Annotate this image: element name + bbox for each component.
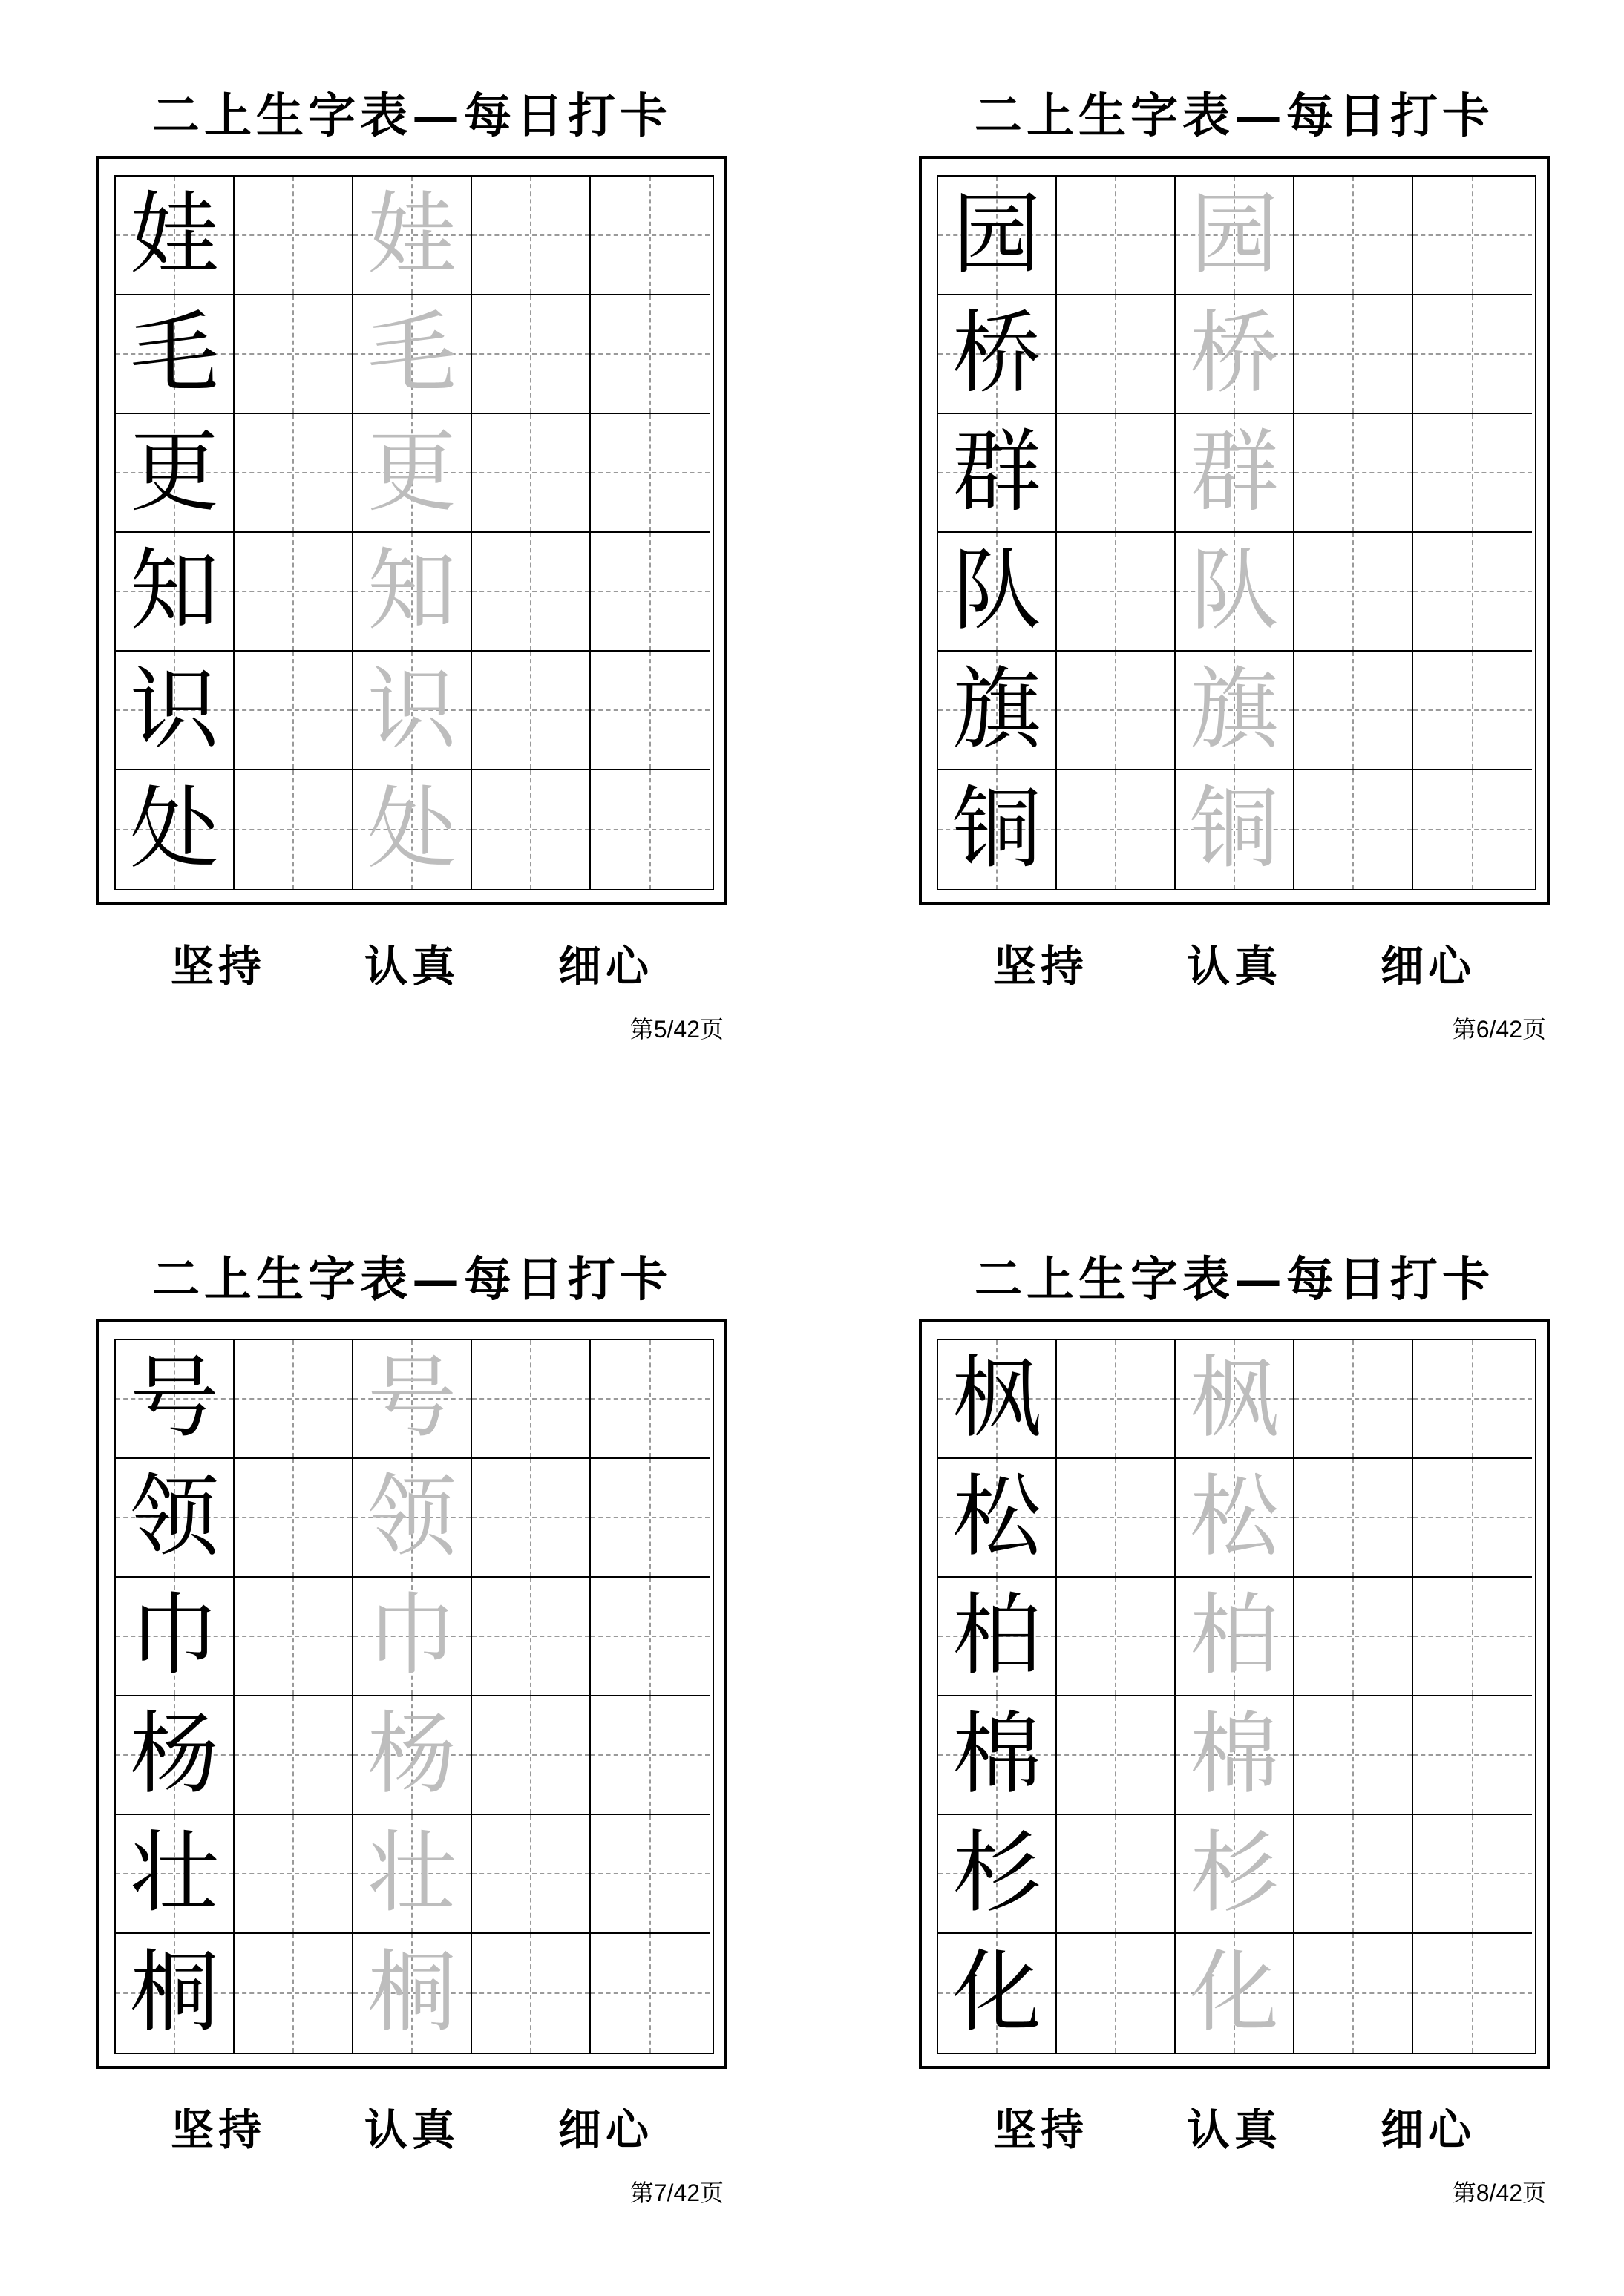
model-character: 旗 [952, 658, 1041, 761]
trace-character-cell [1176, 1696, 1294, 1815]
motto-row [993, 2095, 1476, 2157]
practice-cell [235, 770, 353, 889]
practice-cell [1294, 1934, 1413, 2053]
model-character-cell [116, 1578, 235, 1696]
trace-character-cell [353, 1696, 472, 1815]
sheet-title: 二上生字表—每日打卡 [975, 88, 1494, 144]
trace-character: 旗 [1190, 658, 1279, 761]
practice-cell [1413, 652, 1532, 770]
model-character: 处 [130, 778, 219, 881]
practice-cell [591, 1815, 710, 1934]
motto-word: 坚持 [993, 2105, 1089, 2155]
trace-character-cell [353, 1340, 472, 1459]
model-character-cell [938, 652, 1057, 770]
practice-cell [1413, 533, 1532, 652]
practice-cell [235, 1934, 353, 2053]
practice-cell [591, 414, 710, 533]
practice-cell [472, 177, 591, 295]
motto-row [993, 931, 1476, 994]
practice-sheet [919, 1164, 1550, 2206]
model-character-cell [116, 652, 235, 770]
practice-cell [1294, 1340, 1413, 1459]
trace-character: 铜 [1190, 778, 1279, 881]
tianzige-grid [937, 175, 1536, 890]
model-character: 号 [130, 1347, 219, 1450]
trace-character-cell [353, 1934, 472, 2053]
practice-cell [472, 1578, 591, 1696]
model-character-cell [938, 1696, 1057, 1815]
practice-cell [235, 1815, 353, 1934]
practice-cell [591, 177, 710, 295]
practice-cell [591, 652, 710, 770]
practice-cell [1057, 1340, 1176, 1459]
practice-cell [472, 295, 591, 414]
practice-cell [591, 1340, 710, 1459]
practice-sheet [919, 0, 1550, 1043]
model-character: 杨 [130, 1703, 219, 1806]
model-character: 领 [130, 1466, 219, 1569]
trace-character: 壮 [367, 1822, 456, 1925]
practice-cell [1413, 1934, 1532, 2053]
model-character: 铜 [952, 778, 1041, 881]
model-character-cell [116, 414, 235, 533]
trace-character: 桥 [1190, 302, 1279, 405]
trace-character: 桐 [367, 1941, 456, 2044]
model-character-cell [938, 770, 1057, 889]
trace-character-cell [353, 414, 472, 533]
trace-character-cell [353, 1578, 472, 1696]
sheet-title: 二上生字表—每日打卡 [975, 1252, 1494, 1308]
model-character-cell [116, 177, 235, 295]
motto-word: 坚持 [993, 941, 1089, 991]
motto-word: 坚持 [171, 2105, 266, 2155]
trace-character: 园 [1190, 183, 1279, 286]
practice-cell [1057, 533, 1176, 652]
model-character-cell [938, 1578, 1057, 1696]
model-character-cell [116, 1934, 235, 2053]
motto-word: 坚持 [171, 941, 266, 991]
model-character: 毛 [130, 302, 219, 405]
trace-character-cell [1176, 1934, 1294, 2053]
practice-cell [591, 1934, 710, 2053]
trace-character: 识 [367, 658, 456, 761]
trace-character: 枫 [1190, 1347, 1279, 1450]
trace-character: 杉 [1190, 1822, 1279, 1925]
practice-sheet [96, 1164, 727, 2206]
model-character-cell [938, 1815, 1057, 1934]
trace-character-cell [353, 533, 472, 652]
trace-character-cell [1176, 295, 1294, 414]
trace-character-cell [353, 1815, 472, 1934]
practice-cell [1057, 295, 1176, 414]
trace-character-cell [353, 177, 472, 295]
model-character: 杉 [952, 1822, 1041, 1925]
motto-row [171, 931, 653, 994]
practice-cell [472, 1340, 591, 1459]
practice-cell [235, 414, 353, 533]
trace-character: 处 [367, 778, 456, 881]
trace-character: 巾 [367, 1584, 456, 1687]
trace-character-cell [353, 770, 472, 889]
trace-character: 毛 [367, 302, 456, 405]
model-character-cell [116, 1459, 235, 1578]
trace-character: 更 [367, 421, 456, 524]
trace-character-cell [353, 295, 472, 414]
practice-cell [472, 770, 591, 889]
trace-character-cell [1176, 652, 1294, 770]
practice-cell [1413, 414, 1532, 533]
practice-sheet [96, 0, 727, 1043]
sheet-title: 二上生字表—每日打卡 [152, 88, 672, 144]
practice-cell [472, 1696, 591, 1815]
motto-word: 认真 [364, 941, 459, 991]
practice-cell [1057, 1696, 1176, 1815]
practice-cell [591, 1696, 710, 1815]
trace-character-cell [1176, 533, 1294, 652]
trace-character-cell [353, 652, 472, 770]
trace-character-cell [1176, 177, 1294, 295]
practice-cell [1057, 177, 1176, 295]
model-character: 化 [952, 1941, 1041, 2044]
practice-cell [1057, 1815, 1176, 1934]
grid-frame [919, 156, 1550, 905]
model-character-cell [938, 414, 1057, 533]
practice-cell [1294, 177, 1413, 295]
trace-character: 柏 [1190, 1584, 1279, 1687]
practice-cell [1057, 1459, 1176, 1578]
trace-character-cell [1176, 1578, 1294, 1696]
trace-character-cell [1176, 1459, 1294, 1578]
practice-cell [1057, 652, 1176, 770]
model-character: 更 [130, 421, 219, 524]
practice-cell [1294, 533, 1413, 652]
model-character: 桐 [130, 1941, 219, 2044]
practice-cell [1294, 652, 1413, 770]
model-character: 知 [130, 539, 219, 643]
practice-cell [1413, 1578, 1532, 1696]
model-character: 棉 [952, 1703, 1041, 1806]
practice-cell [1057, 770, 1176, 889]
model-character: 松 [952, 1466, 1041, 1569]
practice-cell [1057, 1578, 1176, 1696]
model-character: 枫 [952, 1347, 1041, 1450]
practice-cell [235, 295, 353, 414]
motto-row [171, 2095, 653, 2157]
practice-cell [472, 652, 591, 770]
practice-cell [1294, 1459, 1413, 1578]
trace-character-cell [1176, 414, 1294, 533]
tianzige-grid [114, 175, 714, 890]
trace-character: 杨 [367, 1703, 456, 1806]
model-character: 巾 [130, 1584, 219, 1687]
model-character-cell [938, 295, 1057, 414]
practice-cell [1294, 1815, 1413, 1934]
practice-cell [1294, 1696, 1413, 1815]
trace-character: 松 [1190, 1466, 1279, 1569]
practice-cell [1413, 177, 1532, 295]
model-character: 桥 [952, 302, 1041, 405]
practice-cell [1057, 414, 1176, 533]
model-character: 柏 [952, 1584, 1041, 1687]
trace-character: 队 [1190, 539, 1279, 643]
practice-cell [235, 1340, 353, 1459]
sheet-title: 二上生字表—每日打卡 [152, 1252, 672, 1308]
practice-cell [1294, 295, 1413, 414]
model-character: 园 [952, 183, 1041, 286]
model-character-cell [116, 533, 235, 652]
practice-cell [235, 177, 353, 295]
model-character-cell [116, 1340, 235, 1459]
practice-cell [1413, 770, 1532, 889]
grid-frame [96, 156, 727, 905]
page-number: 第8/42页 [1452, 2179, 1546, 2206]
motto-word: 认真 [364, 2105, 459, 2155]
model-character-cell [116, 1815, 235, 1934]
trace-character-cell [1176, 1815, 1294, 1934]
practice-cell [235, 1578, 353, 1696]
practice-cell [235, 652, 353, 770]
practice-cell [235, 1696, 353, 1815]
model-character-cell [938, 1934, 1057, 2053]
practice-cell [235, 533, 353, 652]
practice-cell [472, 414, 591, 533]
practice-cell [1294, 414, 1413, 533]
practice-cell [591, 533, 710, 652]
practice-cell [472, 1815, 591, 1934]
model-character-cell [116, 1696, 235, 1815]
model-character: 识 [130, 658, 219, 761]
trace-character-cell [1176, 770, 1294, 889]
practice-cell [1413, 1459, 1532, 1578]
practice-cell [591, 1578, 710, 1696]
motto-word: 细心 [557, 2105, 653, 2155]
practice-cell [472, 1459, 591, 1578]
practice-cell [591, 770, 710, 889]
model-character-cell [938, 533, 1057, 652]
motto-word: 细心 [1380, 941, 1476, 991]
model-character-cell [938, 1340, 1057, 1459]
practice-cell [591, 1459, 710, 1578]
page-number: 第5/42页 [629, 1016, 724, 1043]
practice-cell [1294, 770, 1413, 889]
motto-word: 认真 [1186, 2105, 1282, 2155]
practice-cell [1294, 1578, 1413, 1696]
practice-cell [1413, 1340, 1532, 1459]
practice-cell [472, 1934, 591, 2053]
grid-frame [919, 1319, 1550, 2069]
motto-word: 细心 [557, 941, 653, 991]
trace-character-cell [353, 1459, 472, 1578]
trace-character: 群 [1190, 421, 1279, 524]
trace-character: 化 [1190, 1941, 1279, 2044]
model-character: 娃 [130, 183, 219, 286]
tianzige-grid [937, 1339, 1536, 2054]
practice-cell [472, 533, 591, 652]
model-character-cell [938, 1459, 1057, 1578]
practice-cell [235, 1459, 353, 1578]
tianzige-grid [114, 1339, 714, 2054]
trace-character: 棉 [1190, 1703, 1279, 1806]
practice-cell [1413, 1696, 1532, 1815]
page-number: 第6/42页 [1452, 1016, 1546, 1043]
trace-character: 知 [367, 539, 456, 643]
model-character-cell [938, 177, 1057, 295]
grid-frame [96, 1319, 727, 2069]
model-character: 队 [952, 539, 1041, 643]
trace-character: 娃 [367, 183, 456, 286]
model-character: 群 [952, 421, 1041, 524]
model-character-cell [116, 770, 235, 889]
trace-character-cell [1176, 1340, 1294, 1459]
practice-cell [1413, 1815, 1532, 1934]
trace-character: 号 [367, 1347, 456, 1450]
model-character-cell [116, 295, 235, 414]
practice-cell [1413, 295, 1532, 414]
model-character: 壮 [130, 1822, 219, 1925]
practice-cell [1057, 1934, 1176, 2053]
practice-cell [591, 295, 710, 414]
page-number: 第7/42页 [629, 2179, 724, 2206]
motto-word: 细心 [1380, 2105, 1476, 2155]
trace-character: 领 [367, 1466, 456, 1569]
motto-word: 认真 [1186, 941, 1282, 991]
